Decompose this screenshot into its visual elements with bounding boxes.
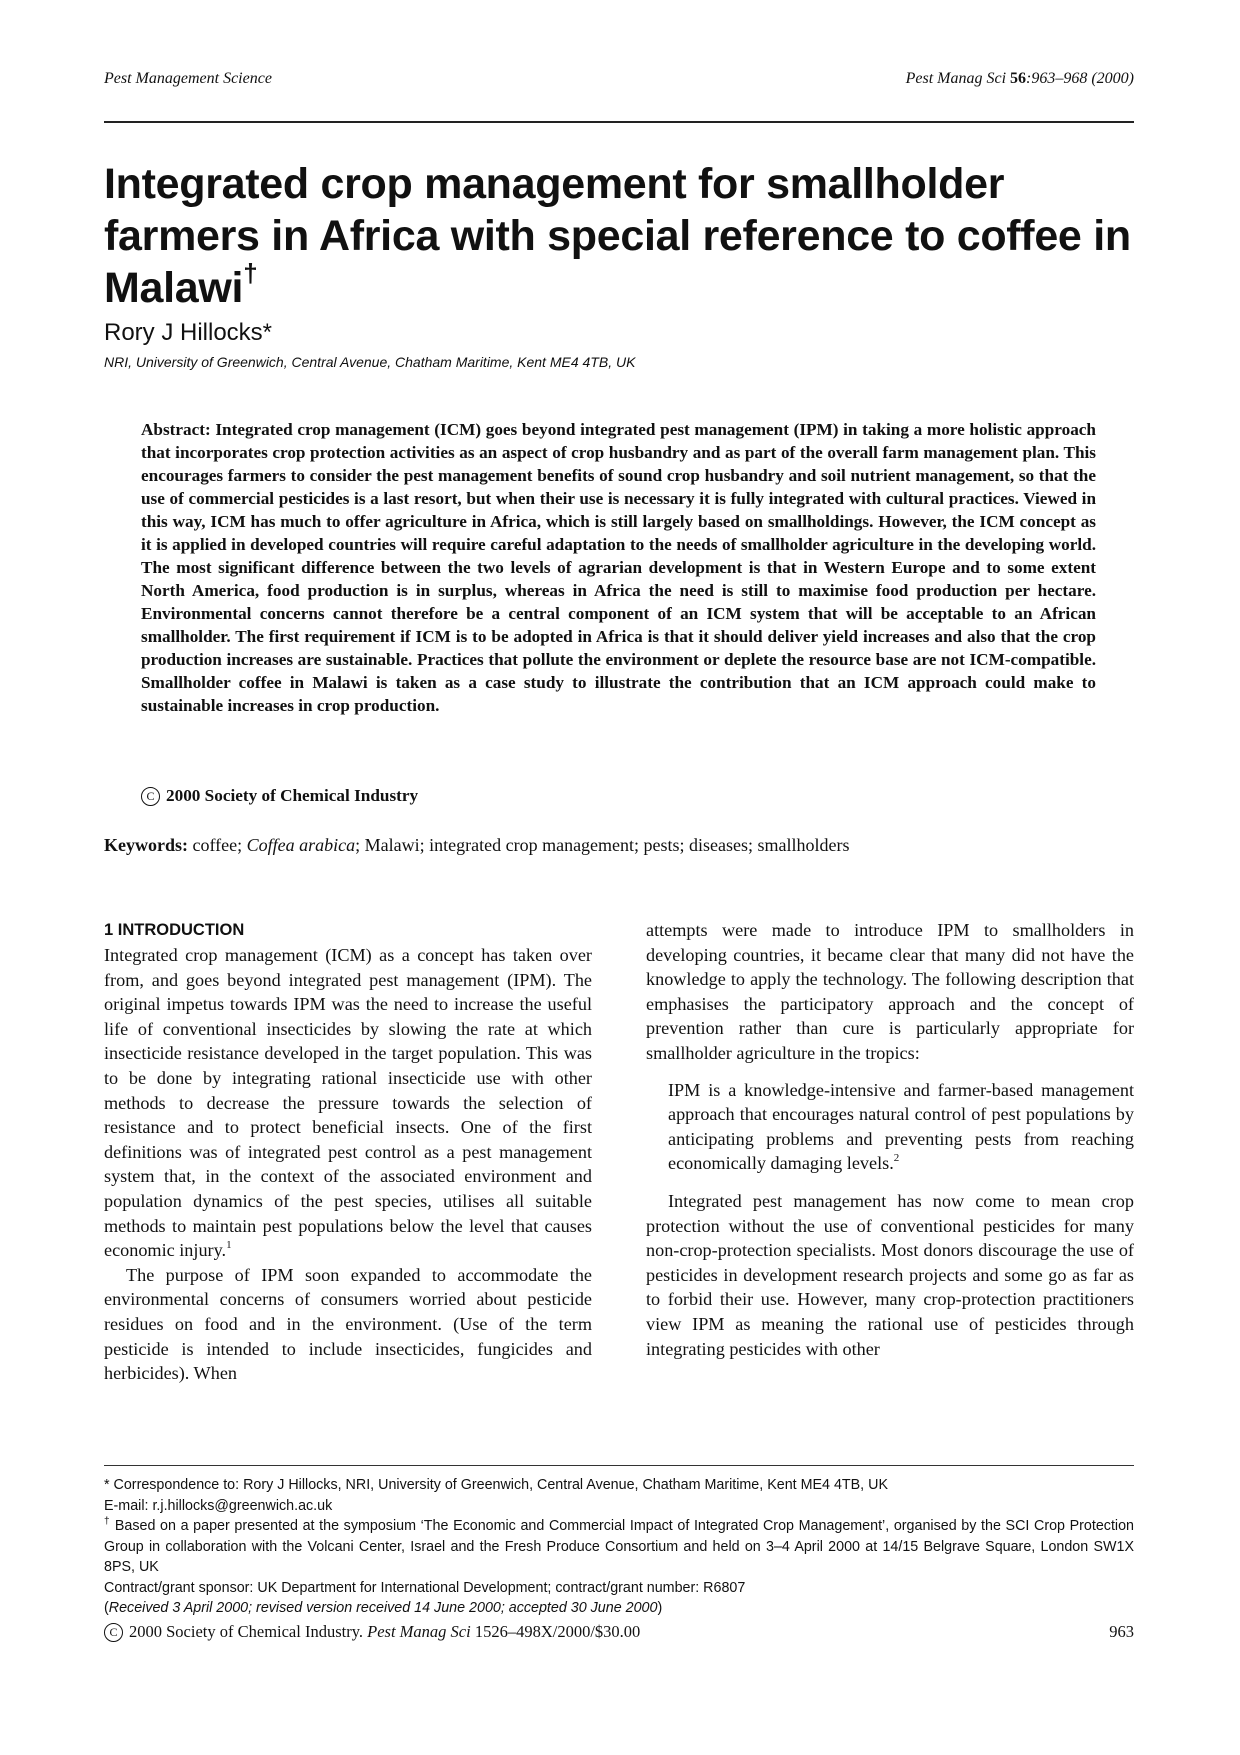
footnote-rule <box>104 1465 1134 1466</box>
keywords-after: ; Malawi; integrated crop management; pests; diseases; smallholders <box>355 835 850 855</box>
section-heading-introduction: 1 INTRODUCTION <box>104 921 245 939</box>
journal-citation <box>906 70 1134 88</box>
running-head <box>104 70 1134 94</box>
footer-copyright-text: 2000 Society of Chemical Industry. <box>129 1622 368 1641</box>
body-column-right <box>646 918 1134 1361</box>
body-column-left <box>104 918 592 1386</box>
keywords-italic: Coffea arabica <box>246 835 356 855</box>
keywords-before: coffee; <box>188 835 247 855</box>
intro-paragraph-3: Integrated pest management has now come to mean crop protection without the use of conventional pesticides for many non-crop-protection specialists. Most donors discourage the use of pesticides in development research projects and some go as far as to forbid their use. However, many crop-protection practitioners view IPM as meaning the rational use of pesticides through integrating pesticides with other <box>646 1190 1134 1359</box>
footnote-symposium <box>104 1516 1134 1578</box>
footnote-dagger: † <box>104 1516 111 1527</box>
footnote-received: (Received 3 April 2000; revised version received 14 June 2000; accepted 30 June 2000) <box>104 1600 663 1616</box>
abstract: Abstract: Integrated crop management (ICM) goes beyond integrated pest management (IPM) in taking a more holistic approach that incorporates crop protection activities as an aspect of crop husbandry and as part of the overall farm management plan. This encourages farmers to consider the pest management benefits of sound crop husbandry and soil nutrient management, so that the use of commercial pesticides is a last resort, but when their use is necessary it is fully integrated with cultural practices. Viewed in this way, ICM has much to offer agriculture in Africa, which is still largely based on smallholdings. However, the ICM concept as it is applied in developed countries will require careful adaptation to the needs of smallholder agriculture in the developing world. The most significant difference between the two levels of agrarian development is that in Western Europe and to some extent North America, food production is in surplus, whereas in Africa the need is still to maximise food production per hectare. Environmental concerns cannot therefore be a central component of an ICM system that will be acceptable to an African smallholder. The first requirement if ICM is to be adopted in Africa is that it should deliver yield increases and also that the crop production increases are sustainable. Practices that pollute the environment or deplete the resource base are not ICM-compatible. Smallholder coffee in Malawi is taken as a case study to illustrate the contribution that an ICM approach could make to sustainable increases in crop production. <box>141 420 1096 715</box>
footnote-correspondence: * Correspondence to: Rory J Hillocks, NRI, University of Greenwich, Central Avenue, Chatham Maritime, Kent ME4 4TB, UK <box>104 1477 888 1493</box>
author-name: Rory J Hillocks* <box>104 319 273 346</box>
footnote-grant: Contract/grant sponsor: UK Department for International Development; contract/grant number: R6807 <box>104 1579 746 1596</box>
intro-paragraph-1 <box>104 943 592 1263</box>
title-dagger: † <box>243 258 258 288</box>
intro-paragraph-2-part-2: attempts were made to introduce IPM to smallholders in developing countries, it became clear that many did not have the knowledge to apply the technology. The following description that emphasises the participatory approach and the concept of prevention rather than cure is particularly appropriate for smallholder agriculture in the tropics: <box>646 920 1134 1063</box>
citation-pages: :963–968 (2000) <box>1026 70 1134 87</box>
intro-paragraph-1-text: Integrated crop management (ICM) as a concept has taken over from, and goes beyond integrated pest management (IPM). The original impetus towards IPM was the need to increase the useful life of conventional insecticides by slowing the rate at which insecticide resistance developed in the target population. This was to be done by integrating rational insecticide use with other methods to decrease the pressure towards the selection of resistance and to protect beneficial insects. One of the first definitions was of integrated pest control as a pest management system that, in the context of the associated environment and population dynamics of the pest species, utilises all suitable methods to maintain pest populations below the level that causes economic injury. <box>104 945 592 1261</box>
journal-name: Pest Management Science <box>104 70 272 87</box>
quote-text: IPM is a knowledge-intensive and farmer-based management approach that encourages natural control of pest populations by anticipating problems and preventing pests from reaching economically damaging levels. <box>668 1079 1134 1174</box>
footnote-symposium-text: Based on a paper presented at the symposium ‘The Economic and Commercial Impact of Integrated Crop Management’, organised by the SCI Crop Protection Group in collaboration with the Volcani Center, Israel and the Fresh Produce Consortium and held on 3–4 April 2000 at 14/15 Belgrave Square, London SW1X 8PS, UK <box>104 1518 1134 1575</box>
footnote-received-text: Received 3 April 2000; revised version received 14 June 2000; accepted 30 June 2000 <box>108 1600 658 1616</box>
footer-copyright <box>104 1622 640 1642</box>
ipm-definition-quote <box>668 1078 1134 1176</box>
title-text: Integrated crop management for smallholder farmers in Africa with special reference to coffee in Malawi <box>104 160 1131 312</box>
intro-paragraph-2-part-1: The purpose of IPM soon expanded to accommodate the environmental concerns of consumers worried about pesticide residues on food and in the environment. (Use of the term pesticide is intended to include insecticides, fungicides and herbicides). When <box>104 1264 592 1384</box>
keywords-label: Keywords: <box>104 835 188 855</box>
abstract-copyright-text: 2000 Society of Chemical Industry <box>166 786 419 805</box>
reference-2: 2 <box>893 1152 900 1165</box>
footer-journal-abbrev: Pest Manag Sci <box>367 1622 471 1641</box>
footnote-email: E-mail: r.j.hillocks@greenwich.ac.uk <box>104 1497 333 1514</box>
page-number: 963 <box>1109 1622 1134 1641</box>
footer-issn: 1526–498X/2000/$30.00 <box>470 1622 641 1641</box>
abstract-copyright <box>141 786 418 806</box>
reference-1: 1 <box>226 1239 232 1252</box>
header-rule <box>104 121 1134 123</box>
citation-prefix: Pest Manag Sci <box>905 70 1011 87</box>
citation-volume: 56 <box>1010 70 1027 87</box>
article-title <box>104 158 1144 314</box>
page-footer <box>104 1622 1134 1646</box>
copyright-symbol: C <box>141 787 160 806</box>
keywords <box>104 835 1144 856</box>
footer-copyright-symbol: C <box>104 1623 123 1642</box>
footnotes <box>104 1475 1134 1619</box>
author-affiliation: NRI, University of Greenwich, Central Avenue, Chatham Maritime, Kent ME4 4TB, UK <box>104 354 636 370</box>
